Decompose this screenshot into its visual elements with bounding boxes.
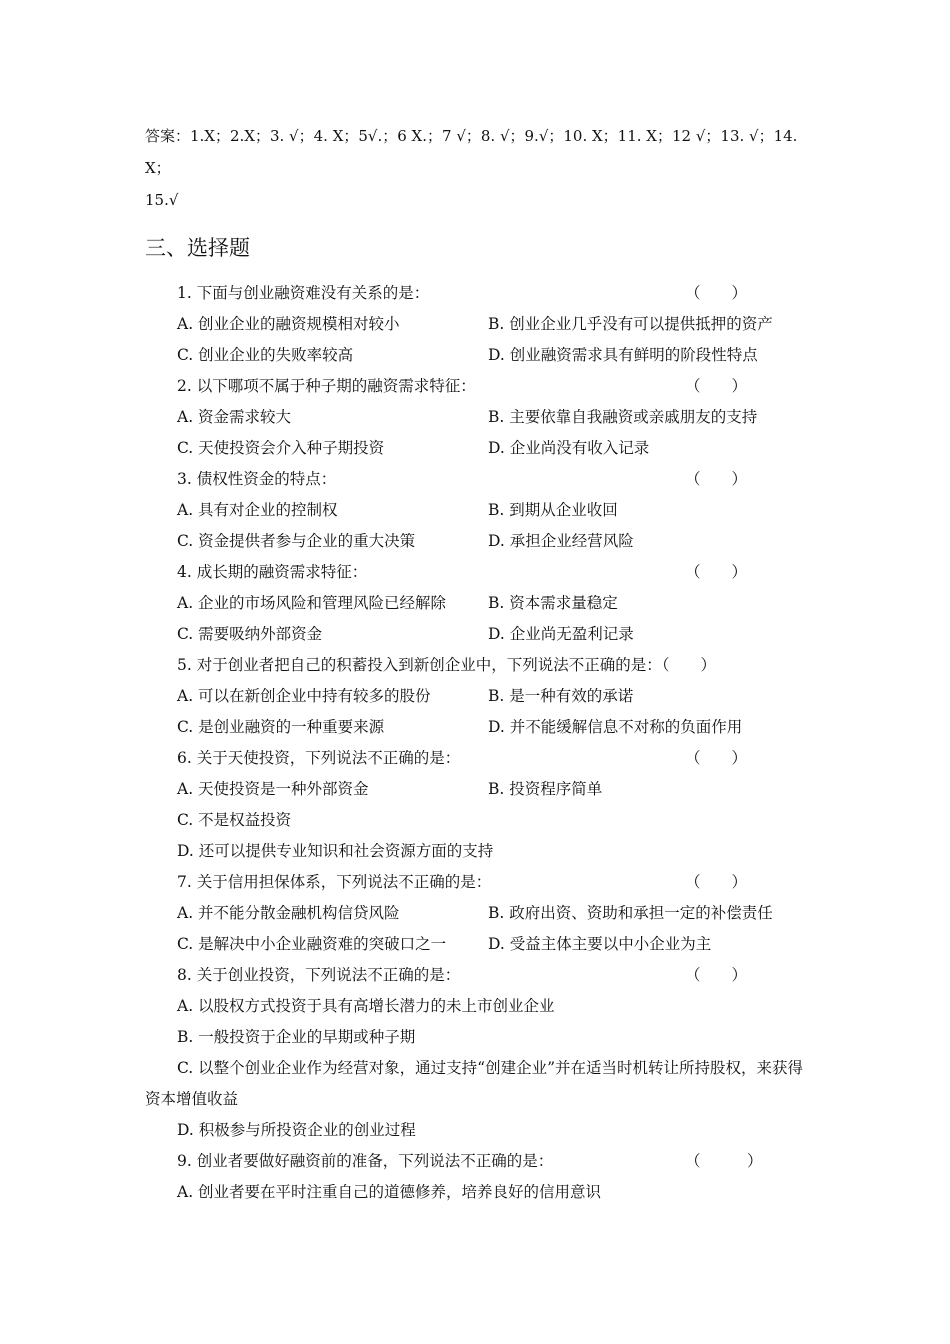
answer-key [145, 120, 815, 216]
option-row [145, 836, 815, 867]
option: A. 以股权方式投资于具有高增长潜力的未上市创业企业 [177, 997, 555, 1015]
question-text: 5. 对于创业者把自己的积蓄投入到新创企业中，下列说法不正确的是：（ ） [177, 656, 716, 674]
option: B. 资本需求量稳定 [488, 594, 618, 612]
question-2 [145, 371, 815, 402]
option: A. 可以在新创企业中持有较多的股份 [177, 687, 431, 705]
question-text: 4. 成长期的融资需求特征： [177, 563, 368, 581]
option: C. 是解决中小企业融资难的突破口之一 [177, 935, 447, 953]
answer-blank: （ ） [685, 284, 748, 302]
question-8 [145, 960, 815, 991]
answer-blank: （ ） [685, 470, 748, 488]
option: B. 主要依靠自我融资或亲戚朋友的支持 [488, 408, 758, 426]
option-row [145, 619, 815, 650]
option: A. 企业的市场风险和管理风险已经解除 [177, 594, 447, 612]
option-row [145, 340, 815, 371]
answer-blank: （ ） [685, 873, 748, 891]
option: D. 创业融资需求具有鲜明的阶段性特点 [488, 346, 758, 364]
question-text: 1. 下面与创业融资难没有关系的是： [177, 284, 430, 302]
option-row [145, 1022, 815, 1053]
option-row [145, 774, 815, 805]
option-row [145, 898, 815, 929]
option: C. 资金提供者参与企业的重大决策 [177, 532, 416, 550]
option-row [145, 1177, 815, 1208]
option: C. 不是权益投资 [177, 811, 292, 829]
option: A. 并不能分散金融机构信贷风险 [177, 904, 400, 922]
option-row [145, 309, 815, 340]
option: B. 创业企业几乎没有可以提供抵押的资产 [488, 315, 773, 333]
option-row [145, 402, 815, 433]
option: D. 还可以提供专业知识和社会资源方面的支持 [177, 842, 494, 860]
answer-key-line-2: 15.√ [145, 191, 179, 209]
option: D. 企业尚无盈利记录 [488, 625, 634, 643]
option-row [145, 805, 815, 836]
question-text: 7. 关于信用担保体系，下列说法不正确的是： [177, 873, 492, 891]
option-row [145, 588, 815, 619]
option: A. 创业者要在平时注重自己的道德修养，培养良好的信用意识 [177, 1183, 602, 1201]
option: B. 一般投资于企业的早期或种子期 [177, 1028, 416, 1046]
option: A. 天使投资是一种外部资金 [177, 780, 369, 798]
question-text: 2. 以下哪项不属于种子期的融资需求特征： [177, 377, 476, 395]
option: C. 是创业融资的一种重要来源 [177, 718, 385, 736]
answer-blank: （ ） [685, 377, 748, 395]
question-6 [145, 743, 815, 774]
option: C. 天使投资会介入种子期投资 [177, 439, 385, 457]
option: C. 需要吸纳外部资金 [177, 625, 323, 643]
option-row [145, 495, 815, 526]
option-row [145, 681, 815, 712]
option-row [145, 712, 815, 743]
option: C. 创业企业的失败率较高 [177, 346, 354, 364]
option: B. 投资程序简单 [488, 780, 603, 798]
option-row [145, 526, 815, 557]
question-1 [145, 278, 815, 309]
question-text: 9. 创业者要做好融资前的准备，下列说法不正确的是： [177, 1152, 554, 1170]
option-row [145, 1115, 815, 1146]
option: D. 企业尚没有收入记录 [488, 439, 650, 457]
option: A. 资金需求较大 [177, 408, 292, 426]
section-title: 三、选择题 [145, 236, 250, 260]
option-row [145, 929, 815, 960]
answer-key-line-1: 答案：1.X；2.X；3. √；4. X；5√.；6 X.；7 √；8. √；9.√；10. X；11. X；12 √；13. √；14. X； [145, 127, 798, 177]
question-3 [145, 464, 815, 495]
option: C. 以整个创业企业作为经营对象，通过支持“创建企业”并在适当时机转让所持股权，来获得资本增值收益 [145, 1059, 804, 1108]
question-list [145, 278, 815, 1208]
answer-blank: （ ） [685, 1152, 763, 1170]
option-row [145, 433, 815, 464]
question-5 [145, 650, 815, 681]
option: A. 创业企业的融资规模相对较小 [177, 315, 400, 333]
option-row [145, 991, 815, 1022]
option: A. 具有对企业的控制权 [177, 501, 338, 519]
option: D. 受益主体主要以中小企业为主 [488, 935, 712, 953]
option: D. 并不能缓解信息不对称的负面作用 [488, 718, 743, 736]
question-4 [145, 557, 815, 588]
question-text: 3. 债权性资金的特点： [177, 470, 337, 488]
option: B. 到期从企业收回 [488, 501, 618, 519]
question-7 [145, 867, 815, 898]
option: B. 政府出资、资助和承担一定的补偿责任 [488, 904, 773, 922]
answer-blank: （ ） [685, 563, 748, 581]
answer-blank: （ ） [685, 749, 748, 767]
question-9 [145, 1146, 815, 1177]
answer-blank: （ ） [685, 966, 748, 984]
option: B. 是一种有效的承诺 [488, 687, 634, 705]
option: D. 积极参与所投资企业的创业过程 [177, 1121, 416, 1139]
option: D. 承担企业经营风险 [488, 532, 634, 550]
question-text: 6. 关于天使投资，下列说法不正确的是： [177, 749, 461, 767]
question-text: 8. 关于创业投资，下列说法不正确的是： [177, 966, 461, 984]
